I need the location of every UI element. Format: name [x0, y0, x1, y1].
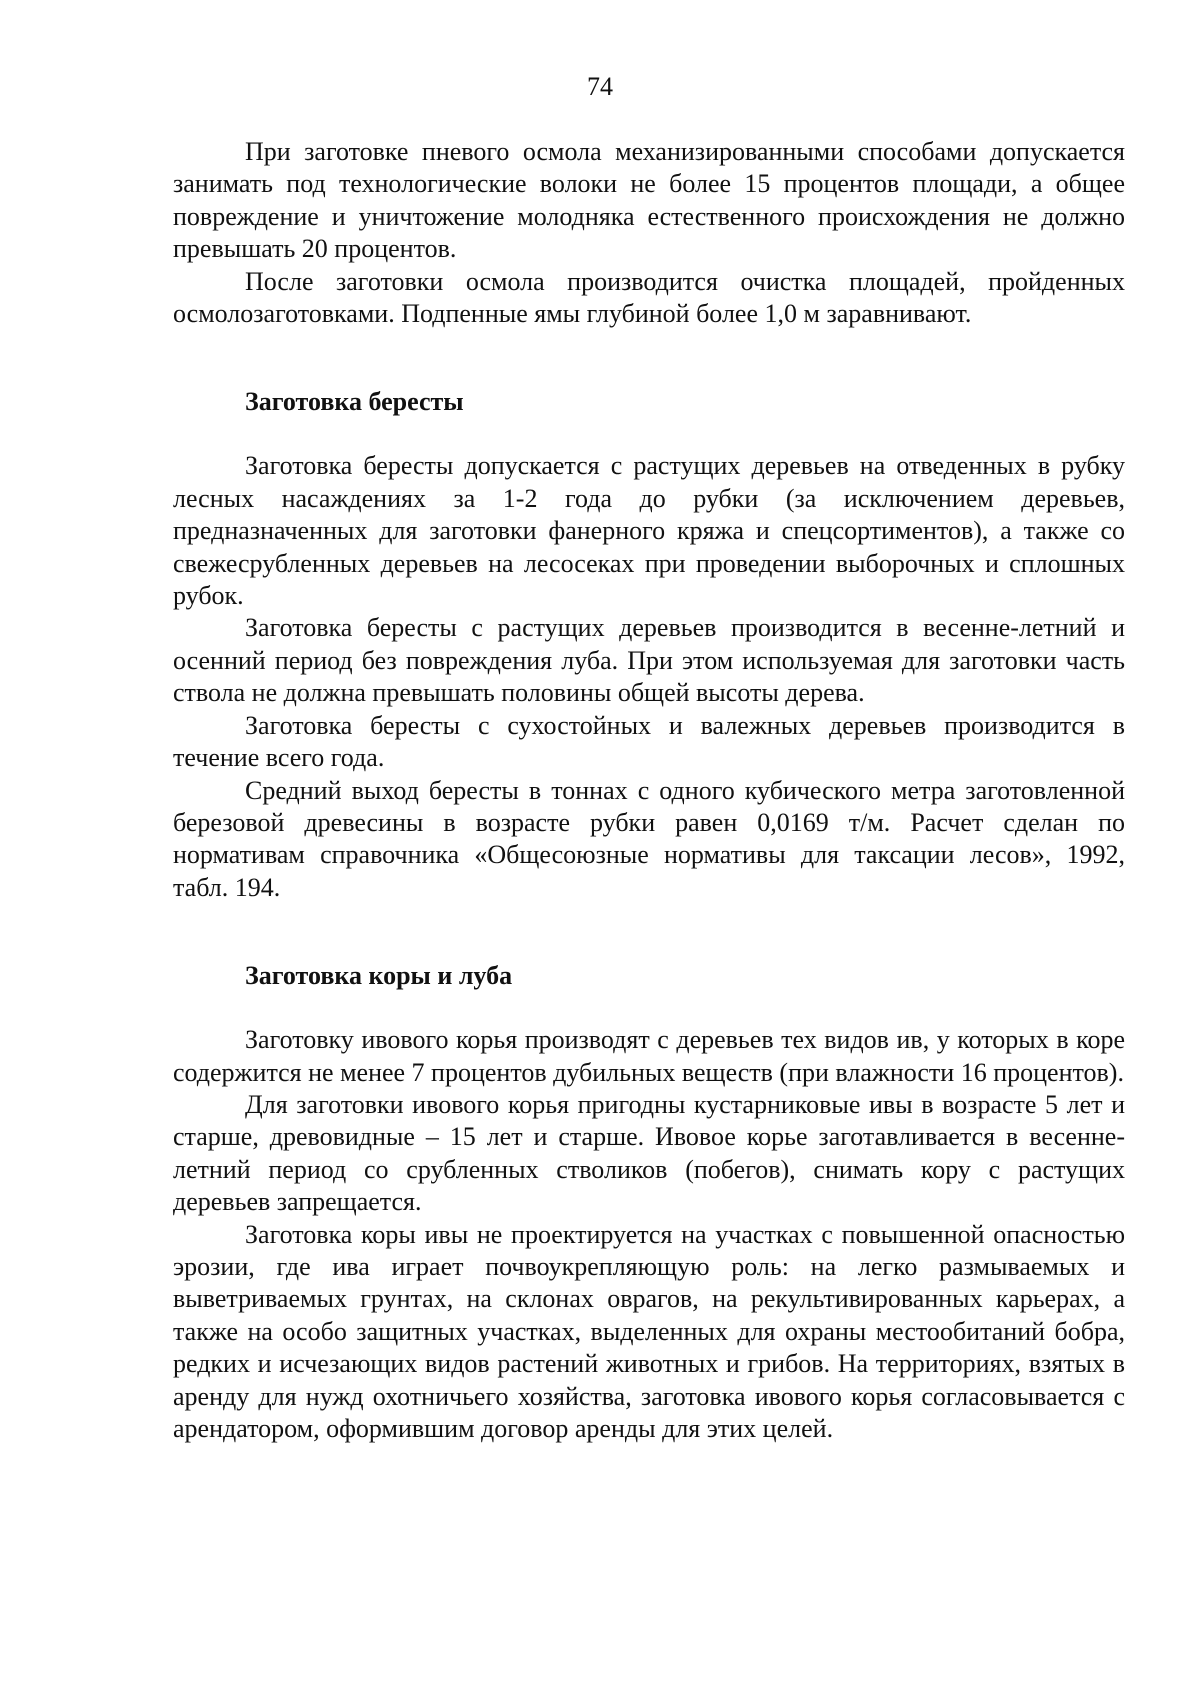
paragraph: Заготовка бересты с растущих деревьев производится в весенне-летний и осенний период без повреждения луба. При этом используемая для заготовки часть ствола не должна превышать половины общей высоты дерева. [173, 613, 1125, 708]
paragraph: При заготовке пневого осмола механизированными способами допускается занимать под технологические волоки не более 15 процентов площади, а общее повреждение и уничтожение молодняка естественного происхождения не должно превышать 20 процентов. [173, 137, 1125, 264]
paragraph: Заготовку ивового корья производят с деревьев тех видов ив, у которых в коре содержится не менее 7 процентов дубильных веществ (при влажности 16 процентов). [173, 1025, 1125, 1087]
paragraph: Заготовка бересты допускается с растущих деревьев на отведенных в рубку лесных насаждениях за 1-2 года до рубки (за исключением деревьев, предназначенных для заготовки фанерного кряжа и спецсортиментов), а также со свежесрубленных деревьев на лесосеках при проведении выборочных и сплошных рубок. [173, 451, 1125, 611]
section-heading: Заготовка бересты [245, 387, 464, 417]
paragraph: Заготовка бересты с сухостойных и валежных деревьев производится в течение всего года. [173, 710, 1125, 773]
section-heading: Заготовка коры и луба [245, 961, 513, 991]
paragraph: Заготовка коры ивы не проектируется на участках с повышенной опасностью эрозии, где ива играет почвоукрепляющую роль: на легко размываемых и выветриваемых грунтах, на склонах оврагов, на рекультивированных карьерах, а также на особо защитных участках, выделенных для охраны местообитаний бобра, редких и исчезающих видов растений животных и грибов. На территориях, взятых в аренду для нужд охотничьего хозяйства, заготовка ивового корья согласовывается с арендатором, оформившим договор аренды для этих целей. [173, 1219, 1125, 1443]
page-number: 74 [587, 72, 613, 101]
paragraph: После заготовки осмола производится очистка площадей, пройденных осмолозаготовками. Подпенные ямы глубиной более 1,0 м заравнивают. [173, 266, 1125, 329]
page-content [173, 136, 1125, 1445]
paragraph: Средний выход бересты в тоннах с одного кубического метра заготовленной березовой древесины в возрасте рубки равен 0,0169 т/м. Расчет сделан по нормативам справочника «Общесоюзные нормативы для таксации лесов», 1992, табл. 194. [173, 775, 1125, 902]
paragraph: Для заготовки ивового корья пригодны кустарниковые ивы в возрасте 5 лет и старше, древовидные – 15 лет и старше. Ивовое корье заготавливается в весенне-летний период со срубленных стволиков (побегов), снимать кору с растущих деревьев запрещается. [173, 1089, 1125, 1217]
